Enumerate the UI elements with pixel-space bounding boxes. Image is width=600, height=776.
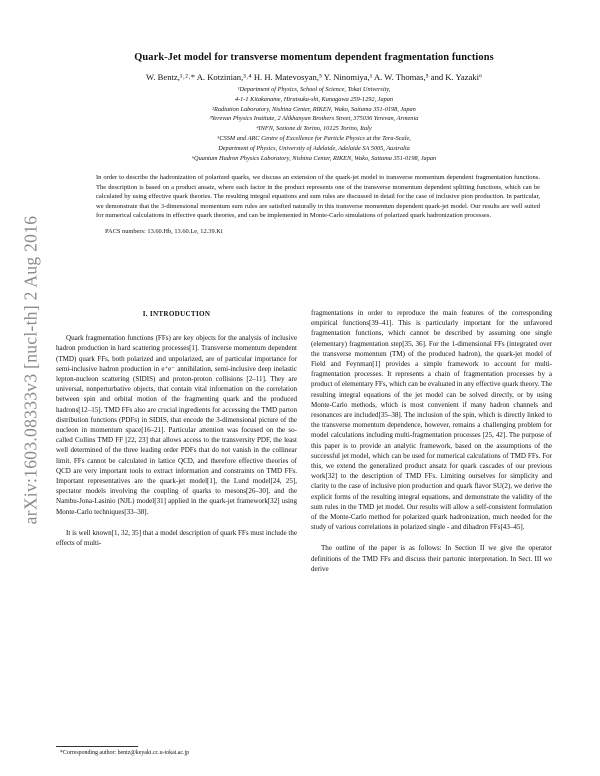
paper-title: Quark-Jet model for transverse momentum dependent fragmentation functions — [134, 52, 494, 63]
affiliation-line: ⁵CSSM and ARC Centre of Excellence for Particle Physics at the Tera-Scale, — [217, 134, 411, 142]
footnote-rule — [56, 746, 138, 747]
section-heading: I. INTRODUCTION — [142, 310, 211, 318]
paragraph: Quark fragmentation functions (FFs) are key objects for the analysis of inclusive hadron production in hard scattering processes[1]. Transverse momentum dependent (TMD) quark FFs, both polarized and unpolarized, are of particular importance for semi-inclusive hadron production in e⁺e⁻ annihilation, semi-inclusive deep inelastic lepton-nucleon scattering (SIDIS) and proton-proton collisions [2–11]. They are universal, nonperturbative objects, that contain vital information on the correlation between spin and orbital motion of the fragmenting quark and the produced hadrons[12–15]. TMD FFs also are crucial ingredients for accessing the TMD parton distribution functions (PDFs) in SIDIS, that encode the 3-dimensional picture of the nucleon in momentum space[16–21]. Particular attention was focused on the so-called Collins TMD FF [22, 23] that allows access to the transversity PDF, the least well determined of the three leading order PDFs that do not vanish in the collinear limit. FFs cannot be calculated in lattice QCD, and therefore effective theories of QCD are very important tools to extract information and constraints on TMD FFs. Important representatives are the quark-jet model[1], the Lund model[24, 25], spectator models involving the coupling of quarks to mesons[26–30], and the Nambu-Jona-Lasinio (NJL) model[31] applied in the quark-jet framework[32] using Monte-Carlo techniques[33–38]. — [56, 334, 297, 516]
affiliations — [56, 85, 572, 163]
affiliation-line: ⁴INFN, Sezione di Torino, 10125 Torino, Italy — [256, 125, 372, 133]
footnote: *Corresponding author: bentz@keyaki.cc.u-tokai.ac.jp — [60, 750, 190, 756]
author-list: W. Bentz,¹˒²˒* A. Kotzinian,³˒⁴ H. H. Matevosyan,⁵ Y. Ninomiya,¹ A. W. Thomas,⁵ and K. Yazaki⁶ — [146, 72, 482, 82]
paragraph: fragmentations in order to reproduce the main features of the corresponding empirical functions[39–41]. This is particularly important for the unfavored fragmentation functions, which cannot be described by assuming one single (elementary) fragmentation step[35, 36]. For the 1-dimensional FFs (integrated over the transverse momentum (TM) of the produced hadron), the quark-jet model of Field and Feynman[1] provides a simple framework to account for multi-fragmentation processes. It represents a chain of fragmentation processes by a product of elementary FFs, which can be evaluated in any effective quark theory. The resulting integral equations of the jet model can be solved directly, or by using Monte-Carlo methods, which is most convenient if many hadron channels and resonances are included[35–38]. The inclusion of the spin, which is directly linked to the transverse momentum dependence, however, remains a challenging problem for model calculations including multi-fragmentation processes [25, 42]. The purpose of this paper is to provide an analytic framework, based on the assumptions of the successful jet model, which can be used for numerical calculations of TMD FFs. For this, we extend the generalized product ansatz for quark cascades of our previous work[32] to the description of TMD FFs. Limiting ourselves for simplicity and clarity to the case of inclusive pion production and quark flavor SU(2), we derive the explicit forms of the resulting integral equations, and demonstrate the validity of the sum rules in the TMD jet model. Our results will allow a self-consistent formulation of the Monte-Carlo method for polarized quark hadronization, much needed for the study of various correlations in polarized single - and dihadron FFs[43–45]. — [311, 309, 552, 532]
right-column — [311, 308, 552, 574]
left-column — [56, 308, 297, 548]
affiliation-line: ¹Department of Physics, School of Science, Tokai University, — [237, 86, 391, 93]
arxiv-identifier-text: arXiv:1603.08333v3 [nucl-th] 2 Aug 2016 — [20, 215, 41, 525]
paragraph: It is well known[1, 32, 35] that a model description of quark FFs must include the effects of multi- — [56, 528, 297, 548]
arxiv-identifier — [14, 170, 48, 570]
affiliation-line: ²Radiation Laboratory, Nishina Center, RIKEN, Wako, Saitama 351-0198, Japan — [212, 105, 416, 113]
affiliation-line: ⁶Quantum Hadron Physics Laboratory, Nishina Center, RIKEN, Wako, Saitama 351-0198, Japan — [191, 154, 437, 162]
paper-page — [56, 0, 572, 756]
pacs-numbers: PACS numbers: 13.60.Hb, 13.60.Le, 12.39.Ki — [105, 227, 223, 235]
affiliation-line: Department of Physics, University of Adelaide, Adelaide SA 5005, Australia — [218, 144, 410, 152]
affiliation-line: 4-1-1 Kitakaname, Hiratsuka-shi, Kanagawa 259-1292, Japan — [234, 95, 394, 103]
abstract: In order to describe the hadronization of polarized quarks, we discuss an extension of the quark-jet model to transverse momentum dependent fragmentation functions. The description is based on a product ansatz, where each factor in the product represents one of the transverse momentum dependent splitting functions, which can be calculated by using effective quark theories. The resulting integral equations and sum rules are discussed in detail for the case of inclusive pion production. In particular, we demonstrate that the 3-dimensional momentum sum rules are satisfied naturally in this transverse momentum dependent quark-jet model. Our results are well suited for numerical calculations in effective quark theories, and can be implemented in Monte-Carlo simulations of polarized quark hadronization processes. — [96, 174, 540, 220]
affiliation-line: ³Yerevan Physics Institute, 2 Alikhanyan Brothers Street, 375036 Yerevan, Armenia — [209, 115, 419, 123]
paragraph: The outline of the paper is as follows: In Section II we give the operator definitions of the TMD FFs and discuss their partonic interpretation. In Sect. III we derive — [311, 544, 552, 573]
